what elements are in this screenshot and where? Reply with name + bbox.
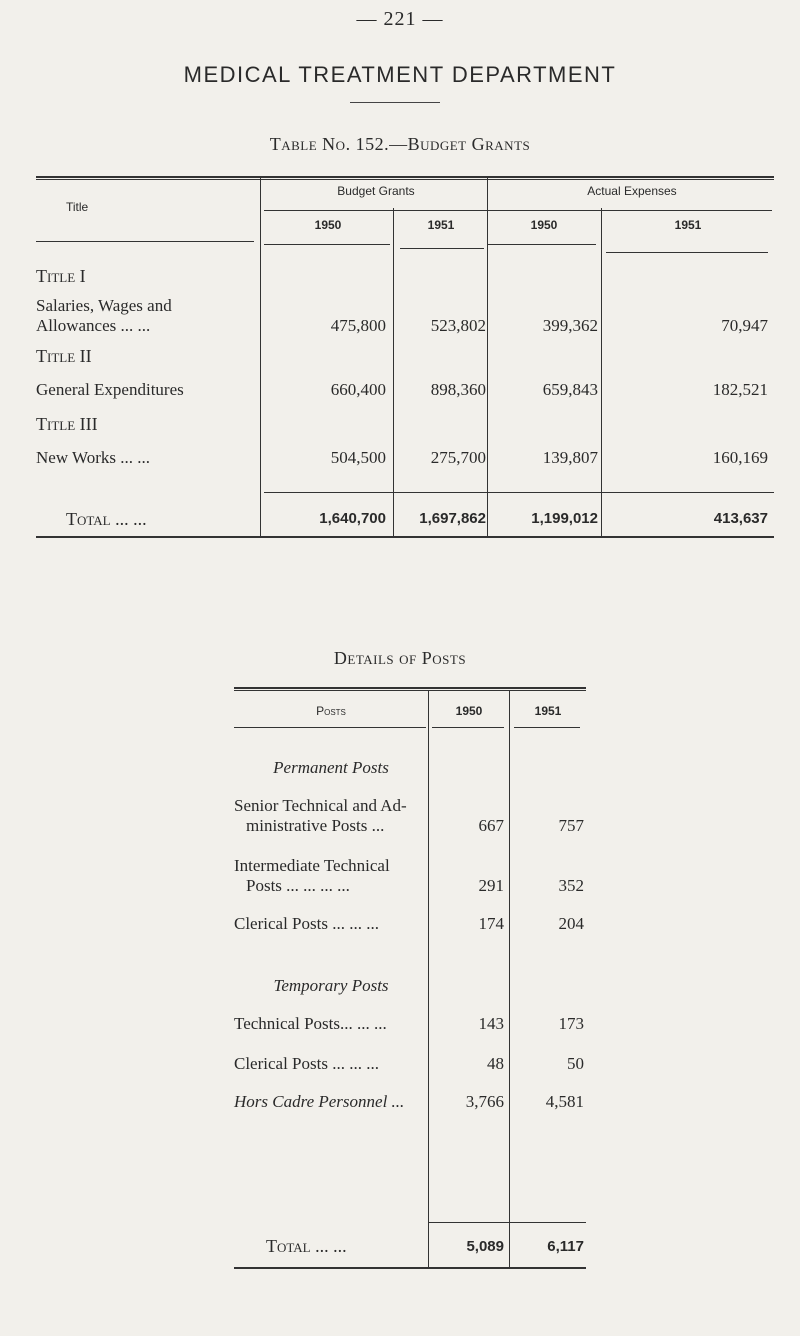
- temporary-posts-heading: Temporary Posts: [273, 976, 389, 995]
- posts-1950-rule: [432, 727, 504, 728]
- cell-value: 399,362: [542, 316, 598, 335]
- cell-value: 70,947: [721, 316, 768, 335]
- section-title-1: Title I: [36, 266, 86, 286]
- posts-col-rule: [234, 727, 426, 728]
- col-a1951-rule: [606, 252, 768, 253]
- posts-value-1951: 173: [558, 1014, 584, 1033]
- posts-top-rule: [234, 687, 586, 689]
- posts-total-1951: 6,117: [547, 1238, 584, 1255]
- col-divider-1: [260, 178, 261, 536]
- row-label-line1: Hors Cadre Personnel ...: [234, 1092, 405, 1111]
- row-label-line2: Allowances ... ...: [36, 316, 151, 335]
- cell-value: 898,360: [430, 380, 486, 399]
- actual-1951-header: 1951: [674, 218, 702, 232]
- posts-divider-1: [428, 690, 429, 1267]
- heading-rule: [350, 102, 440, 103]
- posts-bottom-rule: [234, 1267, 586, 1269]
- posts-value-1950: 3,766: [465, 1092, 504, 1111]
- row-label-line1: General Expenditures: [36, 380, 184, 399]
- posts-divider-2: [509, 690, 510, 1267]
- col-1951-rule: [400, 248, 484, 249]
- permanent-posts-heading: Permanent Posts: [273, 758, 389, 777]
- row-label-line1: New Works ... ...: [36, 448, 151, 467]
- posts-top-rule-inner: [234, 690, 586, 691]
- cell-value: 659,843: [542, 380, 598, 399]
- posts-total-rule: [428, 1222, 586, 1223]
- posts-value-1951: 352: [558, 876, 584, 895]
- row-label-line1: Senior Technical and Ad-: [234, 796, 407, 815]
- cell-value: 475,800: [330, 316, 386, 335]
- posts-value-1950: 48: [487, 1054, 504, 1073]
- page-number: — 221 —: [356, 8, 444, 30]
- posts-1950-header: 1950: [455, 704, 483, 718]
- col-a1950-rule: [488, 244, 596, 245]
- cell-value: 275,700: [430, 448, 486, 467]
- posts-value-1950: 174: [478, 914, 504, 933]
- section-title-3: Title III: [36, 414, 98, 434]
- row-label-line1: Intermediate Technical: [234, 856, 390, 875]
- row-label-line2: ministrative Posts ...: [246, 816, 385, 835]
- row-label-line1: Technical Posts... ... ...: [234, 1014, 387, 1033]
- cell-value: 523,802: [430, 316, 486, 335]
- posts-value-1951: 50: [567, 1054, 584, 1073]
- posts-value-1951: 757: [558, 816, 584, 835]
- posts-value-1950: 291: [478, 876, 504, 895]
- posts-value-1951: 4,581: [545, 1092, 584, 1111]
- col-divider-2: [393, 208, 394, 536]
- budget-table-title: Table No. 152.—Budget Grants: [269, 134, 531, 154]
- cell-value: 160,169: [712, 448, 768, 467]
- total-top-rule: [264, 492, 774, 493]
- total-label: Total ... ...: [66, 509, 147, 529]
- posts-total-label: Total ... ...: [266, 1236, 347, 1256]
- total-value: 1,640,700: [319, 510, 386, 527]
- cell-value: 139,807: [542, 448, 598, 467]
- cell-value: 504,500: [330, 448, 386, 467]
- posts-value-1950: 143: [478, 1014, 504, 1033]
- section-title-2: Title II: [36, 346, 92, 366]
- cell-value: 182,521: [712, 380, 768, 399]
- posts-total-1950: 5,089: [466, 1238, 504, 1255]
- row-label-line2: Posts ... ... ... ...: [246, 876, 350, 895]
- title-column-header: Title: [66, 200, 89, 214]
- budget-1950-header: 1950: [314, 218, 342, 232]
- col-divider-4: [601, 208, 602, 536]
- budget-1951-header: 1951: [427, 218, 455, 232]
- posts-value-1950: 667: [478, 816, 504, 835]
- posts-table-title: Details of Posts: [333, 648, 467, 668]
- row-label-line1: Salaries, Wages and: [36, 296, 172, 315]
- posts-1951-header: 1951: [534, 704, 562, 718]
- posts-header: Posts: [316, 704, 346, 718]
- table-bottom-rule: [36, 536, 774, 538]
- total-value: 1,697,862: [419, 510, 486, 527]
- header-group-rule: [264, 210, 772, 211]
- col-1950-rule: [264, 244, 390, 245]
- department-heading: MEDICAL TREATMENT DEPARTMENT: [183, 62, 617, 87]
- total-value: 1,199,012: [531, 510, 598, 527]
- table-top-rule-inner: [36, 179, 774, 180]
- posts-1951-rule: [514, 727, 580, 728]
- actual-expenses-header: Actual Expenses: [587, 184, 677, 198]
- posts-value-1951: 204: [558, 914, 584, 933]
- budget-grants-header: Budget Grants: [337, 184, 415, 198]
- total-value: 413,637: [713, 510, 768, 527]
- row-label-line1: Clerical Posts ... ... ...: [234, 1054, 379, 1073]
- row-label-line1: Clerical Posts ... ... ...: [234, 914, 379, 933]
- cell-value: 660,400: [330, 380, 386, 399]
- title-col-rule: [36, 241, 254, 242]
- actual-1950-header: 1950: [530, 218, 558, 232]
- table-top-rule: [36, 176, 774, 178]
